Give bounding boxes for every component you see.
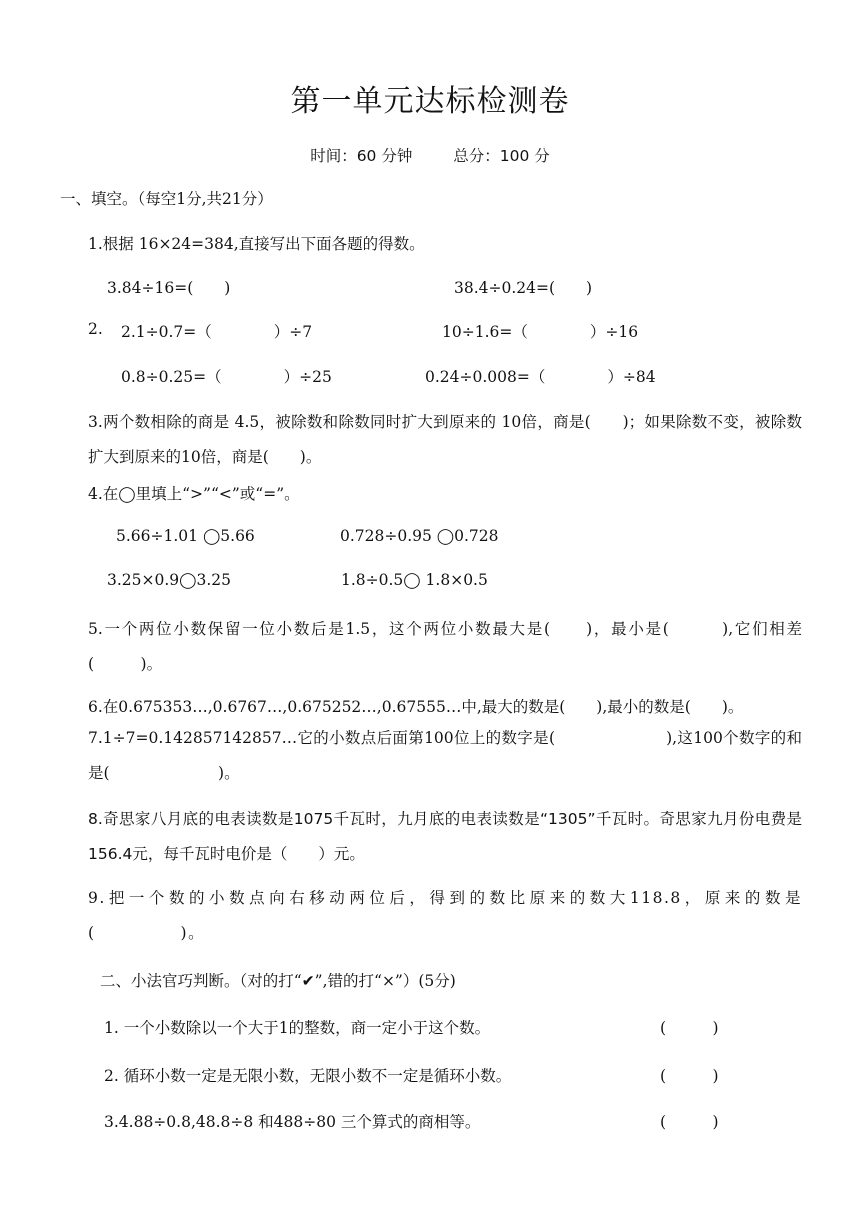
question-4c: 3.25×0.9◯3.25 — [107, 571, 232, 589]
question-2b: 10÷1.6=（ ）÷16 — [442, 323, 639, 341]
question-2d: 0.24÷0.008=（ ）÷84 — [425, 368, 656, 386]
question-9: 9.把一个数的小数点向右移动两位后，得到的数比原来的数大118.8，原来的数是( )。 — [88, 889, 802, 942]
question-2-number: 2. — [88, 320, 103, 338]
total-score: 总分：100 分 — [453, 147, 550, 165]
judgment-blank-2: ( ) — [660, 1067, 719, 1085]
question-6: 6.在0.675353…,0.6767…,0.675252…,0.67555…中,最大的数是( ),最小的数是( )。 — [88, 698, 744, 716]
exam-meta — [0, 144, 860, 166]
question-4a: 5.66÷1.01 ◯5.66 — [116, 527, 255, 545]
question-1a: 3.84÷16=( ) — [107, 279, 231, 297]
question-3: 3.两个数相除的商是 4.5，被除数和除数同时扩大到原来的 10倍，商是( )；如果除数不变，被除数扩大到原来的10倍，商是( )。 — [88, 413, 802, 466]
question-5: 5.一个两位小数保留一位小数后是1.5，这个两位小数最大是( )，最小是( ),它们相差( )。 — [88, 620, 802, 673]
judgment-item-3: 3.4.88÷0.8,48.8÷8 和488÷80 三个算式的商相等。 — [104, 1113, 481, 1131]
time-limit: 时间：60 分钟 — [310, 147, 413, 165]
question-8: 8.奇思家八月底的电表读数是1075千瓦时，九月底的电表读数是“1305”千瓦时。奇思家九月份电费是156.4元，每千瓦时电价是（ ）元。 — [88, 810, 802, 863]
question-7: 7.1÷7=0.142857142857…它的小数点后面第100位上的数字是( ),这100个数字的和是( )。 — [88, 729, 802, 782]
section-1-heading: 一、填空。（每空1分,共21分） — [60, 190, 273, 208]
question-4d: 1.8÷0.5◯ 1.8×0.5 — [341, 571, 488, 589]
question-1: 1.根据 16×24=384,直接写出下面各题的得数。 — [88, 235, 425, 253]
question-2c: 0.8÷0.25=（ ）÷25 — [121, 368, 332, 386]
question-2a: 2.1÷0.7=（ ）÷7 — [121, 323, 313, 341]
section-2-heading: 二、小法官巧判断。（对的打“✔”,错的打“×”）(5分) — [100, 972, 456, 990]
question-4b: 0.728÷0.95 ◯0.728 — [340, 527, 499, 545]
judgment-item-1: 1. 一个小数除以一个大于1的整数，商一定小于这个数。 — [104, 1019, 491, 1037]
judgment-blank-1: ( ) — [660, 1019, 719, 1037]
question-1b: 38.4÷0.24=( ) — [454, 279, 593, 297]
page-title: 第一单元达标检测卷 — [290, 84, 570, 119]
judgment-blank-3: ( ) — [660, 1113, 719, 1131]
judgment-item-2: 2. 循环小数一定是无限小数，无限小数不一定是循环小数。 — [104, 1067, 512, 1085]
question-4: 4.在◯里填上“>”“<”或“=”。 — [88, 485, 300, 503]
